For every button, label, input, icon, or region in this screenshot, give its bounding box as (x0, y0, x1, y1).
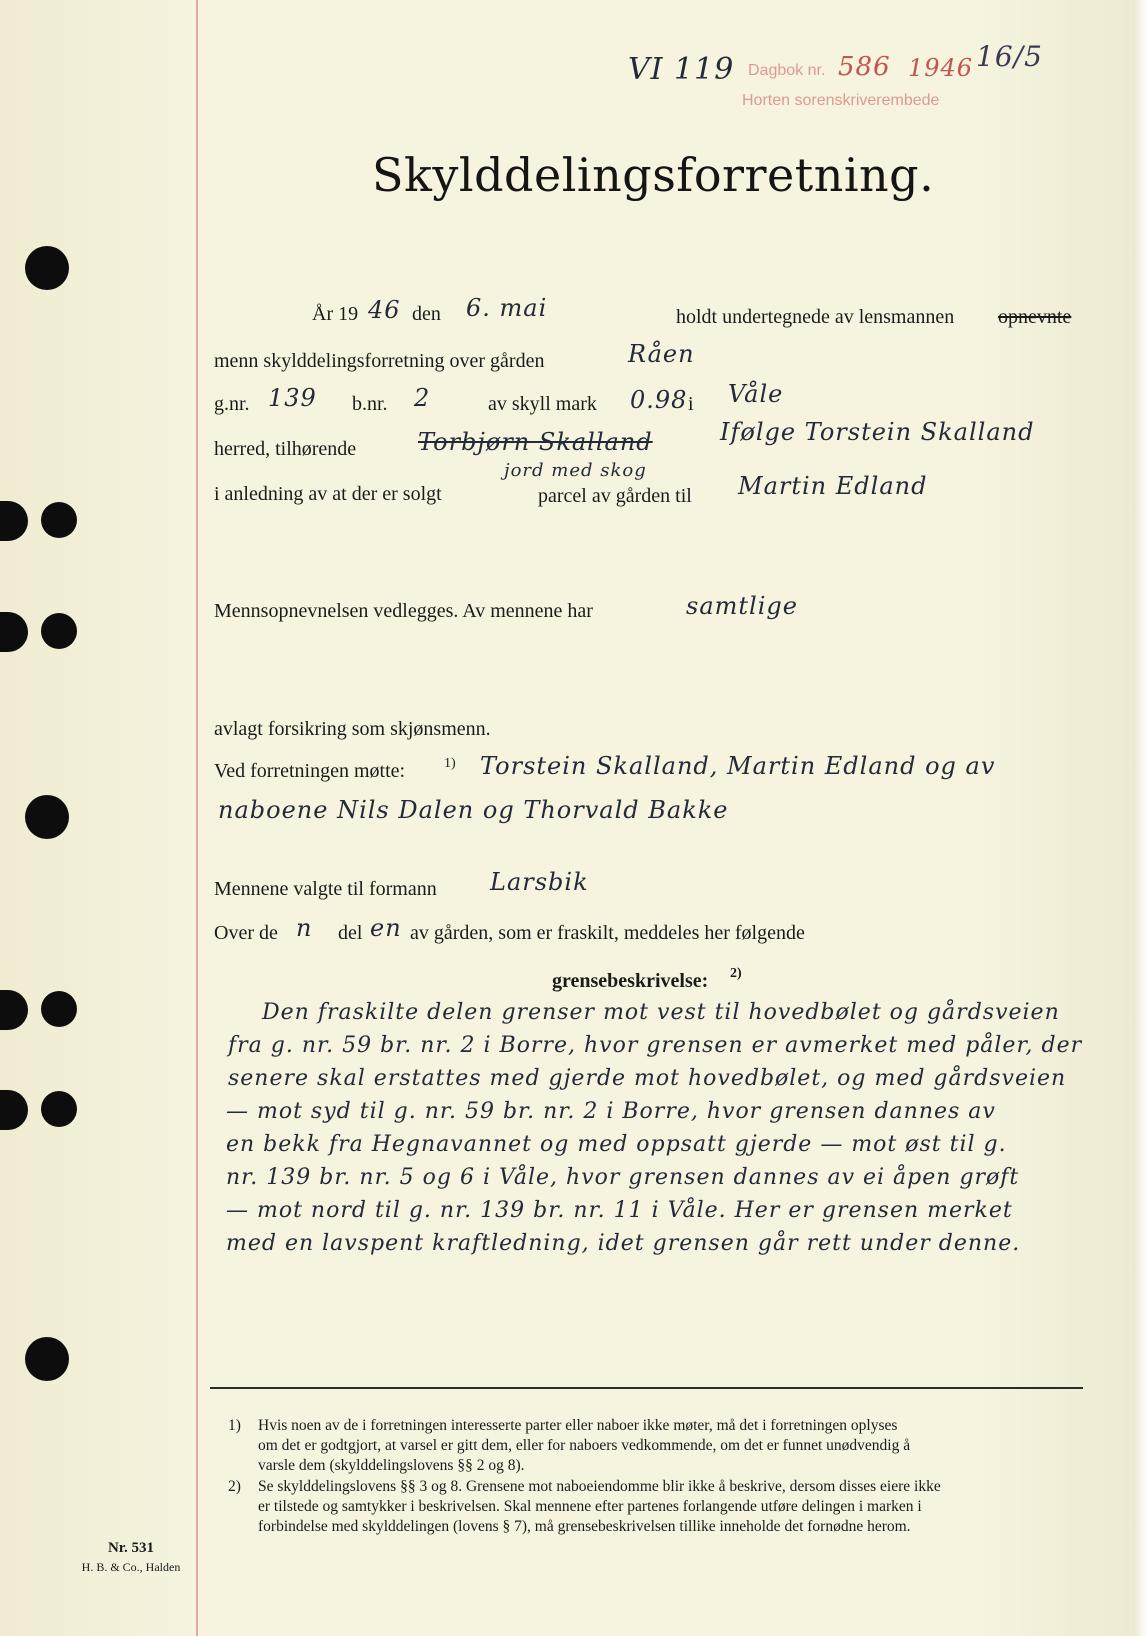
held-by-text: holdt undertegnede av lensmannen (676, 306, 955, 328)
form-number: Nr. 531 (107, 1540, 155, 1556)
footnote-line: varsle dem (skylddelingslovens §§ 2 og 8). (258, 1457, 525, 1474)
punch-hole (41, 613, 77, 649)
occasion-label: i anledning av at der er solgt (214, 483, 442, 505)
punch-hole-partial (0, 1090, 28, 1130)
punch-hole (25, 1337, 69, 1381)
punch-hole (25, 795, 69, 839)
farm-value: Råen (628, 340, 695, 368)
owner-struck: Torbjørn Skalland (418, 428, 653, 456)
punch-hole (25, 246, 69, 290)
boundary-line: nr. 139 br. nr. 5 og 6 i Våle, hvor grensen dannes av ei åpen grøft (226, 1165, 1020, 1190)
buyer-value: Martin Edland (738, 472, 928, 500)
stamp-date: 16/5 (976, 40, 1043, 73)
owner-label: herred, tilhørende (214, 438, 357, 460)
footnote-line: Hvis noen av de i forretningen interesserte parter eller naboer ikke møter, må det i forretningen oplyses (258, 1417, 898, 1434)
bnr-value: 2 (414, 384, 431, 412)
page-edge (1133, 0, 1147, 1636)
stamp-diary-label: Dagbok nr. (748, 62, 826, 79)
boundary-line: senere skal erstattes med gjerde mot hovedbølet, og med gårdsveien (228, 1066, 1067, 1091)
appointment-label: Mennsopnevnelsen vedlegges. Av mennene har (214, 600, 593, 622)
chairman-label: Mennene valgte til formann (214, 878, 437, 900)
attended-value-line2: naboene Nils Dalen og Thorvald Bakke (218, 796, 729, 824)
boundary-line: Den fraskilte delen grenser mot vest til hovedbølet og gårdsveien (262, 1000, 1060, 1025)
in-label: i (688, 393, 694, 415)
attended-value-line1: Torstein Skalland, Martin Edland og av (480, 752, 996, 780)
attended-label: Ved forretningen møtte: (214, 760, 406, 782)
punch-hole (41, 502, 77, 538)
men-text: menn skylddelingsforretning over gården (214, 350, 545, 372)
footnote-2 (0, 1477, 1147, 1541)
date-value: 6. mai (466, 294, 548, 322)
appointed-struck: opnevnte (998, 306, 1072, 328)
footnote-number: 2) (228, 1478, 241, 1495)
handwritten-reference: VI 119 (628, 52, 735, 87)
stamp-diary-number: 586 (838, 52, 891, 82)
place-value: Våle (728, 380, 784, 408)
skyll-label: av skyll mark (488, 393, 597, 415)
bnr-label: b.nr. (352, 393, 388, 415)
stamp-office: Horten sorenskriverembede (742, 92, 940, 109)
punch-hole-partial (0, 612, 28, 652)
over-insert-1: n (296, 914, 313, 942)
boundary-heading: grensebeskrivelse: (552, 970, 709, 992)
boundary-line: fra g. nr. 59 br. nr. 2 i Borre, hvor grensen er avmerket med påler, der (228, 1033, 1083, 1058)
over-text: av gården, som er fraskilt, meddeles her følgende (410, 922, 805, 944)
year-label: År 19 (312, 303, 359, 325)
boundary-line: med en lavspent kraftledning, idet grensen går rett under denne. (226, 1231, 1021, 1256)
skyll-value: 0.98 (630, 386, 688, 414)
printer-name: H. B. & Co., Halden (81, 1560, 181, 1574)
appointment-value: samtlige (686, 592, 798, 620)
part-label: del (338, 922, 363, 944)
boundary-line: — mot nord til g. nr. 139 br. nr. 11 i Våle. Her er grensen merket (226, 1198, 1013, 1223)
punch-hole (41, 1091, 77, 1127)
footnote-line: forbindelse med skylddelingen (lovens § 7), må grensebeskrivelsen tillike inneholde det fornødne herom. (258, 1518, 911, 1535)
owner-value: Ifølge Torstein Skalland (720, 418, 1035, 446)
footnote-number: 1) (228, 1417, 241, 1434)
stamp-year: 1946 (908, 54, 974, 82)
boundary-line: en bekk fra Hegnavannet og med oppsatt gjerde — mot øst til g. (226, 1132, 1007, 1157)
over-insert-2: en (370, 914, 402, 942)
sold-insert: jord med skog (504, 460, 647, 481)
date-label: den (412, 303, 441, 325)
footnote-body (258, 1477, 1083, 1537)
punch-hole-partial (0, 501, 28, 541)
chairman-value: Larsbik (490, 868, 589, 896)
footnote-line: Se skylddelingslovens §§ 3 og 8. Grensene mot naboeiendomme blir ikke å beskrive, dersom disses eiere ikke (258, 1478, 941, 1495)
footnote-divider (210, 1387, 1083, 1389)
footnote-1 (0, 1416, 1147, 1480)
attended-footnote-ref: 1) (444, 756, 456, 771)
over-label: Over de (214, 922, 278, 944)
footnote-line: er tilstede og samtykker i beskrivelsen. Skal mennene efter partenes forlangende utføre delingen i marken i (258, 1498, 922, 1515)
footnote-body (258, 1416, 1083, 1476)
parcel-label: parcel av gården til (538, 485, 692, 507)
boundary-line: — mot syd til g. nr. 59 br. nr. 2 i Borre, hvor grensen dannes av (226, 1099, 996, 1124)
document-title: Skylddelingsforretning. (372, 148, 935, 202)
footnote-line: om det er godtgjort, at varsel er gitt dem, eller for naboers vedkommende, om det er funnet unødvendig å (258, 1437, 911, 1454)
boundary-footnote-ref: 2) (730, 966, 742, 981)
punch-hole (41, 991, 77, 1027)
gnr-label: g.nr. (214, 393, 250, 415)
oath-label: avlagt forsikring som skjønsmenn. (214, 718, 491, 740)
punch-hole-partial (0, 990, 28, 1030)
gnr-value: 139 (268, 384, 317, 412)
red-margin-line (196, 0, 198, 1636)
year-value: 46 (368, 296, 401, 324)
